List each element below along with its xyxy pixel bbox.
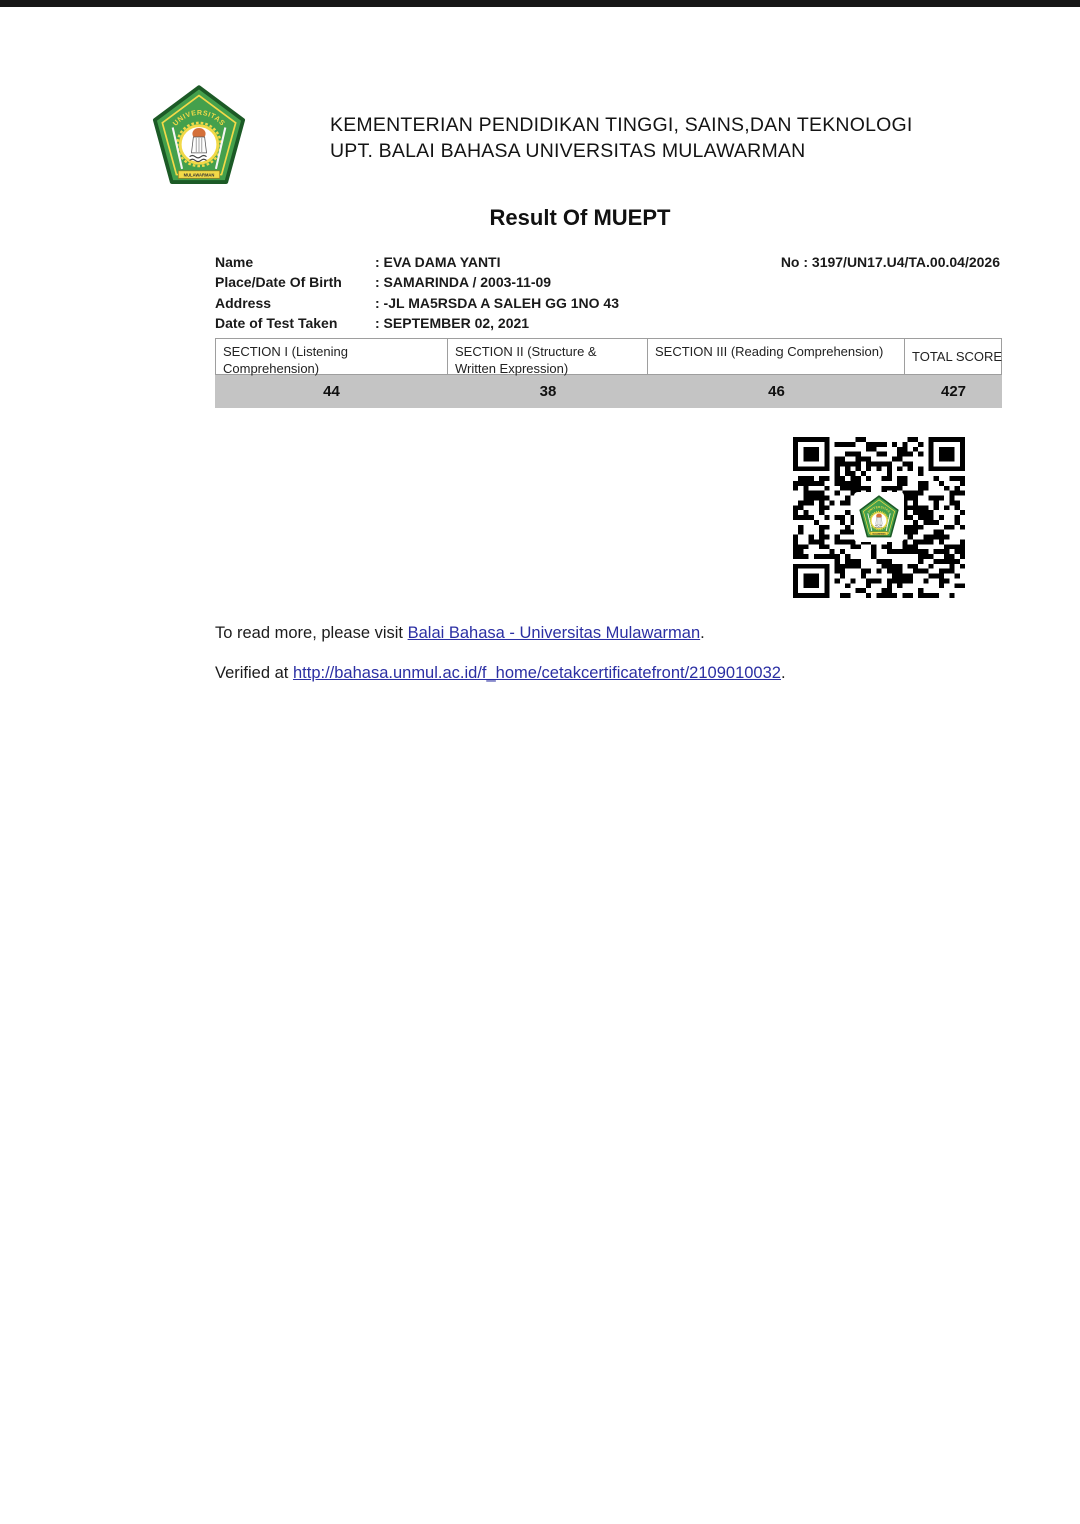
agency-header <box>330 112 912 164</box>
detail-row-name <box>215 252 619 272</box>
agency-line1: KEMENTERIAN PENDIDIKAN TINGGI, SAINS,DAN TEKNOLOGI <box>330 114 913 136</box>
column-header-section3: SECTION III (Reading Comprehension) <box>648 338 905 375</box>
score-table-header <box>215 338 1002 375</box>
verified-suffix: . <box>780 664 786 682</box>
read-more-suffix: . <box>700 624 705 642</box>
page-title: Result Of MUEPT <box>489 205 671 230</box>
qr-code <box>793 437 965 598</box>
university-logo <box>152 84 246 188</box>
detail-value: : EVA DAMA YANTI <box>375 254 501 270</box>
candidate-details <box>215 252 619 334</box>
detail-row-test-date <box>215 313 619 333</box>
verified-prefix: Verified at <box>215 664 293 682</box>
detail-label: Place/Date Of Birth <box>215 274 342 291</box>
score-section2: 38 <box>539 383 557 400</box>
column-header-section1: SECTION I (Listening Comprehension) <box>215 338 448 375</box>
column-header-total-score: TOTAL SCORE <box>905 338 1002 375</box>
detail-value: : SEPTEMBER 02, 2021 <box>375 315 530 332</box>
score-section3: 46 <box>768 383 785 400</box>
score-table <box>215 338 1002 408</box>
qr-center-logo <box>854 492 904 542</box>
university-logo-icon <box>152 84 246 188</box>
column-header-section2: SECTION II (Structure & Written Expression) <box>448 338 648 375</box>
detail-label: Name <box>215 254 254 270</box>
certificate-number: No : 3197/UN17.U4/TA.00.04/2026 <box>780 254 1000 270</box>
balai-bahasa-link[interactable]: Balai Bahasa - Universitas Mulawarman <box>407 624 701 642</box>
university-logo-icon <box>859 495 899 539</box>
verified-line <box>215 664 786 683</box>
score-section1: 44 <box>323 383 340 400</box>
agency-line2: UPT. BALAI BAHASA UNIVERSITAS MULAWARMAN <box>330 140 806 162</box>
detail-row-birth <box>215 272 619 292</box>
top-black-bar <box>0 0 1080 7</box>
detail-label: Address <box>215 294 272 311</box>
read-more-line <box>215 624 705 643</box>
read-more-prefix: To read more, please visit <box>215 624 408 642</box>
detail-label: Date of Test Taken <box>215 315 338 332</box>
detail-value: : SAMARINDA / 2003-11-09 <box>375 274 552 291</box>
score-table-values <box>215 375 1002 408</box>
score-total: 427 <box>940 383 967 400</box>
verification-url-link[interactable]: http://bahasa.unmul.ac.id/f_home/cetakcertificatefront/2109010032 <box>292 664 781 682</box>
detail-row-address <box>215 293 619 313</box>
detail-value: : -JL MA5RSDA A SALEH GG 1NO 43 <box>375 294 620 311</box>
